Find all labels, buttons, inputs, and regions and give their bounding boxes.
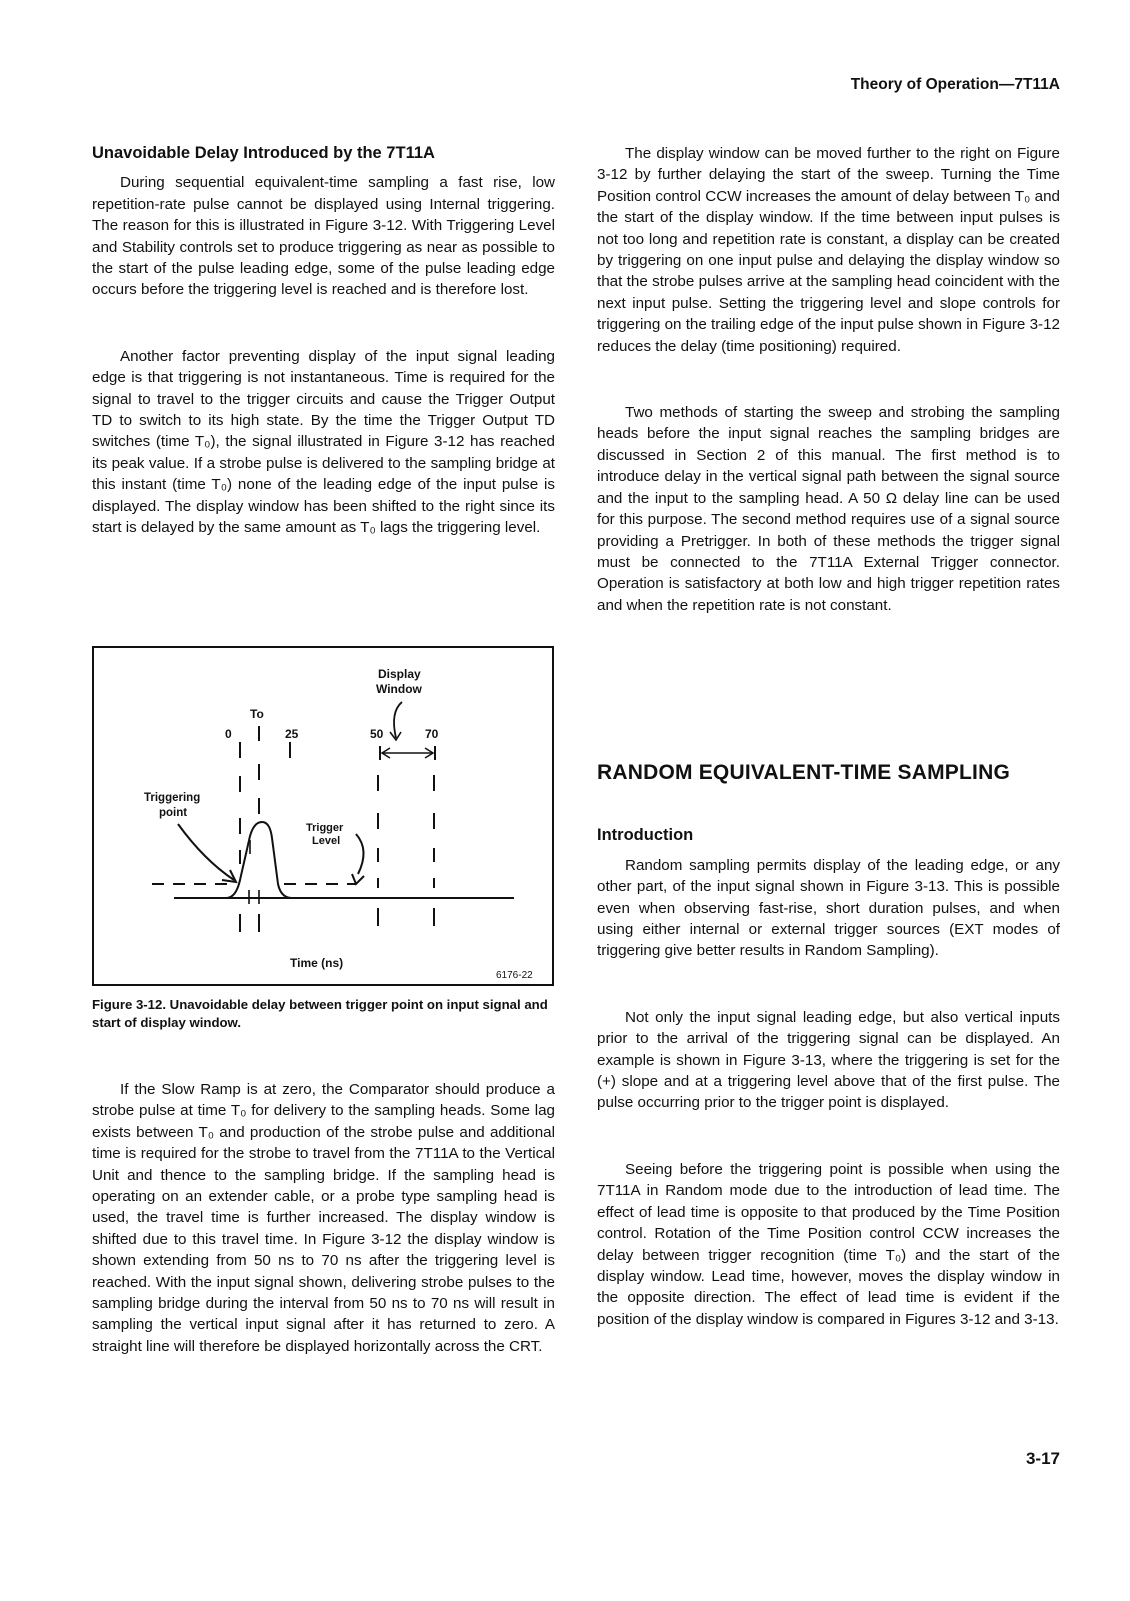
label-point: point: [159, 807, 188, 819]
timing-diagram: [94, 648, 552, 984]
axis-label-time: Time (ns): [290, 956, 344, 970]
tick-50: 50: [370, 727, 384, 741]
figure-caption: Figure 3-12. Unavoidable delay between trigger point on input signal and start of display window.: [92, 997, 548, 1030]
paragraph: Random sampling permits display of the leading edge, or any other part, of the input signal shown in Figure 3-13. This is possible even when observing fast-rise, short duration pulses, and when using either internal or external trigger sources (EXT modes of triggering give better results in Random Sampling).: [597, 856, 1060, 960]
section-title-random-sampling: RANDOM EQUIVALENT-TIME SAMPLING: [597, 761, 1010, 784]
paragraph: Not only the input signal leading edge, but also vertical inputs prior to the arrival of the triggering signal can be displayed. An example is shown in Figure 3-13, where the triggering is set for the (+) slope and at a triggering level above that of the first pulse. The pulse occurring prior to the trigger point is displayed.: [597, 1008, 1060, 1112]
left-column-lower: [92, 1079, 555, 1357]
label-window: Window: [376, 682, 422, 696]
label-level: Level: [312, 835, 341, 847]
paragraph: The display window can be moved further to the right on Figure 3-12 by further delaying the start of the sweep. Turning the Time Position control CCW increases the amount of delay between T₀ and the start of the display window. If the time between input pulses is not too long and repetition rate is constant, a display can be created by triggering on one input pulse and delaying the display window so that the strobe pulses arrive at the sampling head coincident with the next input pulse. Setting the triggering level and slope controls for triggering on the trailing edge of the input pulse shown in Figure 3-12 reduces the delay (time positioning) required.: [597, 145, 1060, 355]
paragraph: During sequential equivalent-time sampling a fast rise, low repetition-rate pulse cannot be displayed using Internal triggering. The reason for this is illustrated in Figure 3-12. With Triggering Level and Stability controls set to produce triggering as near as possible to the start of the pulse leading edge, some of the pulse leading edge occurs before the triggering level is reached and is therefore lost.: [92, 174, 555, 299]
right-column-section: [597, 762, 1060, 1330]
running-header: Theory of Operation—7T11A: [850, 76, 1060, 93]
figure-3-12: [92, 646, 554, 986]
subheading-introduction: Introduction: [597, 826, 694, 845]
label-to: To: [250, 707, 264, 721]
section-heading-unavoidable-delay: Unavoidable Delay Introduced by the 7T11A: [92, 144, 435, 162]
diagram-lines: [152, 702, 514, 932]
label-triggering: Triggering: [144, 792, 201, 804]
tick-25: 25: [285, 727, 299, 741]
page-number: 3-17: [1025, 1449, 1060, 1468]
left-column: [92, 143, 555, 539]
label-trigger: Trigger: [306, 822, 344, 834]
figure-code: 6176-22: [496, 970, 533, 981]
tick-0: 0: [225, 727, 232, 741]
right-column: [597, 143, 1060, 616]
paragraph: Two methods of starting the sweep and strobing the sampling heads before the input signal reaches the sampling bridges are discussed in Section 2 of this manual. The first method is to introduce delay in the vertical signal path between the signal source and the input to the sampling head. A 50 Ω delay line can be used for this purpose. The second method requires use of a signal source providing a Pretrigger. In both of these methods the trigger signal must be connected to the 7T11A External Trigger connector. Operation is satisfactory at both low and high trigger repetition rates and when the repetition rate is not constant.: [597, 404, 1060, 614]
paragraph: Another factor preventing display of the input signal leading edge is that triggering is not instantaneous. Time is required for the signal to travel to the trigger circuits and cause the Trigger Output TD to switch to its high state. By the time the Trigger Output TD switches (time T₀), the signal illustrated in Figure 3-12 has reached its peak value. If a strobe pulse is delivered to the sampling bridge at this instant (time T₀) none of the leading edge of the input pulse is displayed. The display window has been shifted to the right since its start is delayed by the same amount as T₀ lags the triggering level.: [92, 347, 555, 537]
paragraph: If the Slow Ramp is at zero, the Comparator should produce a strobe pulse at time T₀ for delivery to the sampling heads. Some lag exists between T₀ and production of the strobe pulse and additional time is required for the strobe to travel from the 7T11A to the Vertical Unit and thence to the sampling bridge. If the sampling head is operating on an extender cable, or a probe type sampling head is used, the travel time is further increased. The display window is shifted due to this travel time. In Figure 3-12 the display window is shown extending from 50 ns to 70 ns after the triggering level is reached. With the input signal shown, delivering strobe pulses to the sampling bridge during the interval from 50 ns to 70 ns will result in sampling the vertical input signal after it has returned to zero. A straight line will therefore be displayed horizontally across the CRT.: [92, 1081, 555, 1355]
label-display: Display: [378, 667, 421, 681]
paragraph: Seeing before the triggering point is possible when using the 7T11A in Random mode due to the introduction of lead time. The effect of lead time is opposite to that produced by the Time Position control. Rotation of the Time Position control CCW increases the delay between trigger recognition (time T₀) and the start of the display window. Lead time, however, moves the display window in the opposite direction. The effect of lead time is evident if the position of the display window is compared in Figures 3-12 and 3-13.: [597, 1160, 1060, 1328]
tick-70: 70: [425, 727, 439, 741]
